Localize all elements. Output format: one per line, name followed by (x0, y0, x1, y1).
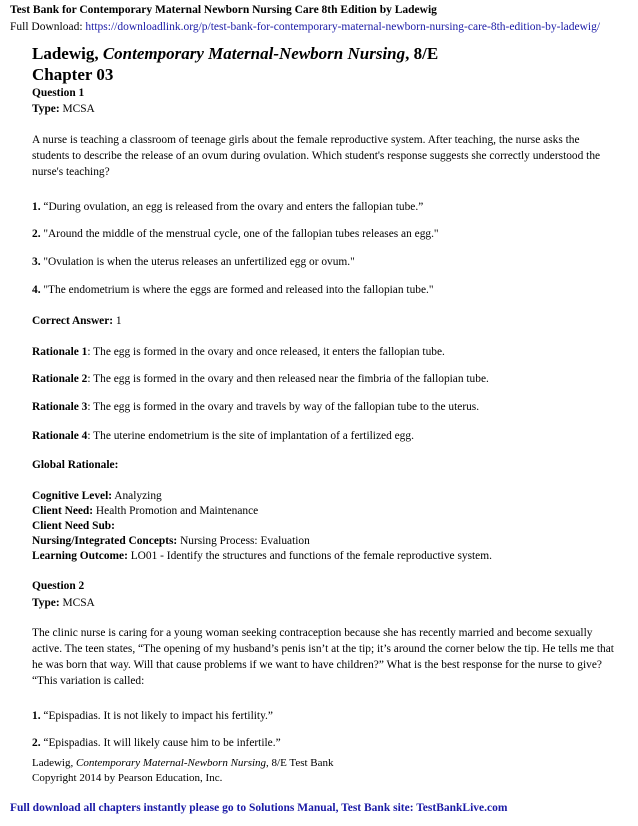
chapter-title: Chapter 03 (32, 65, 114, 84)
question-1-type: Type: MCSA (32, 103, 95, 115)
q1-rationale-2: Rationale 2: The egg is formed in the ovary and then released near the fimbria of the fallopian tube. (32, 373, 489, 385)
q1-nursing-concepts: Nursing/Integrated Concepts: Nursing Process: Evaluation (32, 535, 310, 547)
page-footer-book: Ladewig, Contemporary Maternal-Newborn Nursing, 8/E Test Bank (32, 757, 334, 769)
download-link[interactable]: https://downloadlink.org/p/test-bank-for-contemporary-maternal-newborn-nursing-care-8th-edition-by-ladewig/ (85, 21, 601, 33)
book-author: Ladewig, (32, 44, 103, 63)
q1-option-3: 3. "Ovulation is when the uterus releases an unfertilized egg or ovum." (32, 256, 355, 268)
download-label: Full Download: (10, 21, 86, 33)
book-title-line (32, 43, 438, 64)
q1-option-1: 1. “During ovulation, an egg is released from the ovary and enters the fallopian tube.” (32, 201, 424, 213)
q1-global-rationale: Global Rationale: (32, 459, 119, 471)
q1-option-4: 4. "The endometrium is where the eggs are formed and released into the fallopian tube." (32, 284, 434, 296)
question-1-number: Question 1 (32, 87, 85, 99)
page-header-title: Test Bank for Contemporary Maternal Newborn Nursing Care 8th Edition by Ladewig (10, 4, 437, 16)
q1-learning-outcome: Learning Outcome: LO01 - Identify the structures and functions of the female reproductive system. (32, 550, 492, 562)
question-1-stem: A nurse is teaching a classroom of teenage girls about the female reproductive system. After teaching, the nurse asks the students to describe the release of an ovum during ovulation. Which student's response suggests she correctly understood the nurse's teaching? (32, 134, 601, 178)
page-header-download (10, 21, 600, 33)
q1-rationale-3: Rationale 3: The egg is formed in the ovary and travels by way of the fallopian tube to the uterus. (32, 401, 480, 413)
bottom-download-link[interactable]: Full download all chapters instantly please go to Solutions Manual, Test Bank site: TestBankLive.com (10, 802, 508, 814)
page-footer-copyright: Copyright 2014 by Pearson Education, Inc. (32, 772, 223, 784)
book-edition: , 8/E (405, 44, 439, 63)
book-title: Contemporary Maternal-Newborn Nursing (102, 44, 406, 63)
document-title (32, 43, 438, 85)
q1-client-need: Client Need: Health Promotion and Maintenance (32, 505, 259, 517)
q2-option-2: 2. “Epispadias. It will likely cause him to be infertile.” (32, 737, 281, 749)
q1-correct-answer: Correct Answer: 1 (32, 315, 122, 327)
question-2-type: Type: MCSA (32, 597, 95, 609)
q1-client-need-sub: Client Need Sub: (32, 520, 115, 532)
q1-rationale-1: Rationale 1: The egg is formed in the ovary and once released, it enters the fallopian tube. (32, 346, 445, 358)
q1-option-2: 2. "Around the middle of the menstrual cycle, one of the fallopian tubes releases an egg." (32, 228, 439, 240)
q2-option-1: 1. “Epispadias. It is not likely to impact his fertility.” (32, 710, 273, 722)
question-2-stem: The clinic nurse is caring for a young woman seeking contraception because she has recently married and become sexually active. The teen states, “The opening of my husband’s penis isn’t at the tip; it’s around the corner below the tip. He tells me that he was born that way. Will that cause problems if we want to have children?” What is the best response for the nurse to give? “This variation is called: (32, 627, 614, 687)
q1-rationale-4: Rationale 4: The uterine endometrium is the site of implantation of a fertilized egg. (32, 430, 414, 442)
question-2-number: Question 2 (32, 580, 85, 592)
q1-cognitive-level: Cognitive Level: Analyzing (32, 490, 162, 502)
